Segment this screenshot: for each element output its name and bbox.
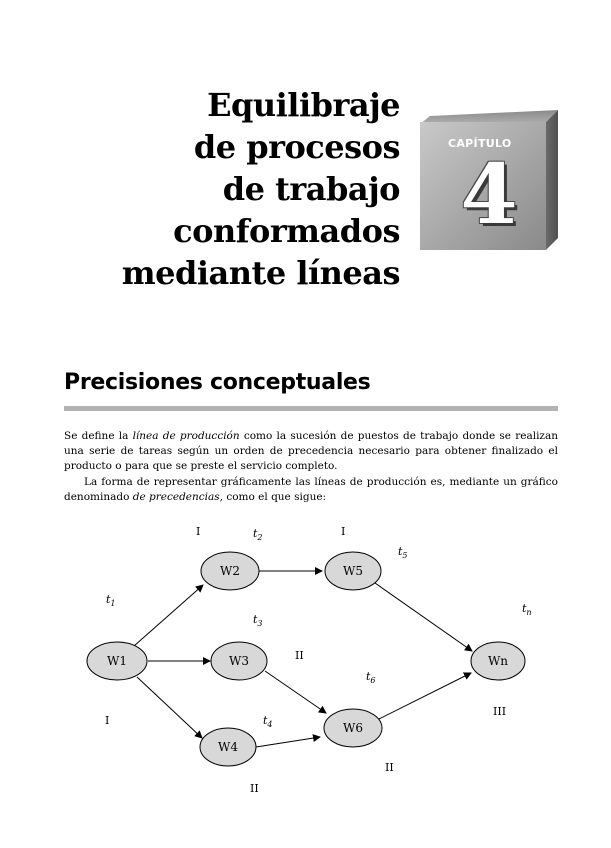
edge-w6-wn	[379, 673, 471, 719]
time-label-t1: $t_1$	[106, 593, 116, 608]
node-w3	[211, 642, 267, 680]
time-label-t4: $t_4$	[263, 714, 273, 729]
chapter-label: CAPÍTULO	[448, 137, 512, 150]
defined-term: de precedencias	[132, 491, 220, 503]
chapter-title	[60, 84, 400, 294]
roman-label-w2: I	[196, 525, 201, 538]
title-line: conformados	[173, 212, 400, 250]
title-line: Equilibraje	[207, 86, 400, 124]
time-label-t6: $t_6$	[366, 670, 376, 685]
paragraph: Se define la línea de producción como la sucesión de puestos de trabajo donde se realizan una serie de tareas según un orden de precedencia necesario para obtener finalizado el producto o para que se preste el servicio completo.	[64, 430, 558, 472]
time-label-t2: $t_2$	[253, 527, 263, 542]
edge-w1-w4	[137, 677, 202, 738]
time-label-t3: $t_3$	[253, 613, 263, 628]
svg-text:W1: W1	[107, 654, 127, 668]
time-label-tn: $t_n$	[522, 602, 532, 617]
precedence-diagram	[70, 515, 550, 800]
chapter-number: 4	[460, 147, 518, 243]
roman-label-w1: I	[105, 714, 110, 727]
paragraph: La forma de representar gráficamente las líneas de producción es, mediante un gráfico denominado de precedencias, como el que sigue:	[64, 476, 558, 503]
edge-w1-w2	[134, 585, 203, 646]
edge-w3-w6	[265, 671, 326, 713]
svg-text:W5: W5	[343, 564, 363, 578]
roman-label-wn: III	[493, 705, 507, 718]
node-w2	[201, 552, 259, 590]
svg-text:W4: W4	[218, 740, 238, 754]
title-line: de procesos	[193, 128, 400, 166]
node-w4	[200, 728, 256, 766]
edge-w5-wn	[375, 583, 472, 651]
roman-label-w6: II	[385, 761, 394, 774]
node-w5	[325, 552, 381, 590]
title-line: mediante líneas	[121, 254, 400, 292]
node-w6	[324, 709, 382, 747]
title-line: de trabajo	[222, 170, 400, 208]
section-heading: Precisiones conceptuales	[64, 370, 371, 395]
defined-term: línea de producción	[132, 430, 240, 442]
roman-label-w5: I	[341, 525, 346, 538]
time-label-t5: $t_5$	[398, 545, 408, 560]
roman-label-w3: II	[295, 649, 304, 662]
svg-text:Wn: Wn	[487, 654, 509, 668]
section-divider	[64, 406, 558, 411]
chapter-badge	[420, 110, 558, 250]
svg-text:W2: W2	[220, 564, 240, 578]
node-wn	[471, 642, 525, 680]
roman-label-w4: II	[250, 782, 259, 795]
node-w1	[87, 642, 147, 680]
edge-w4-w6	[256, 737, 320, 747]
svg-text:W6: W6	[343, 721, 363, 735]
svg-text:W3: W3	[229, 654, 249, 668]
